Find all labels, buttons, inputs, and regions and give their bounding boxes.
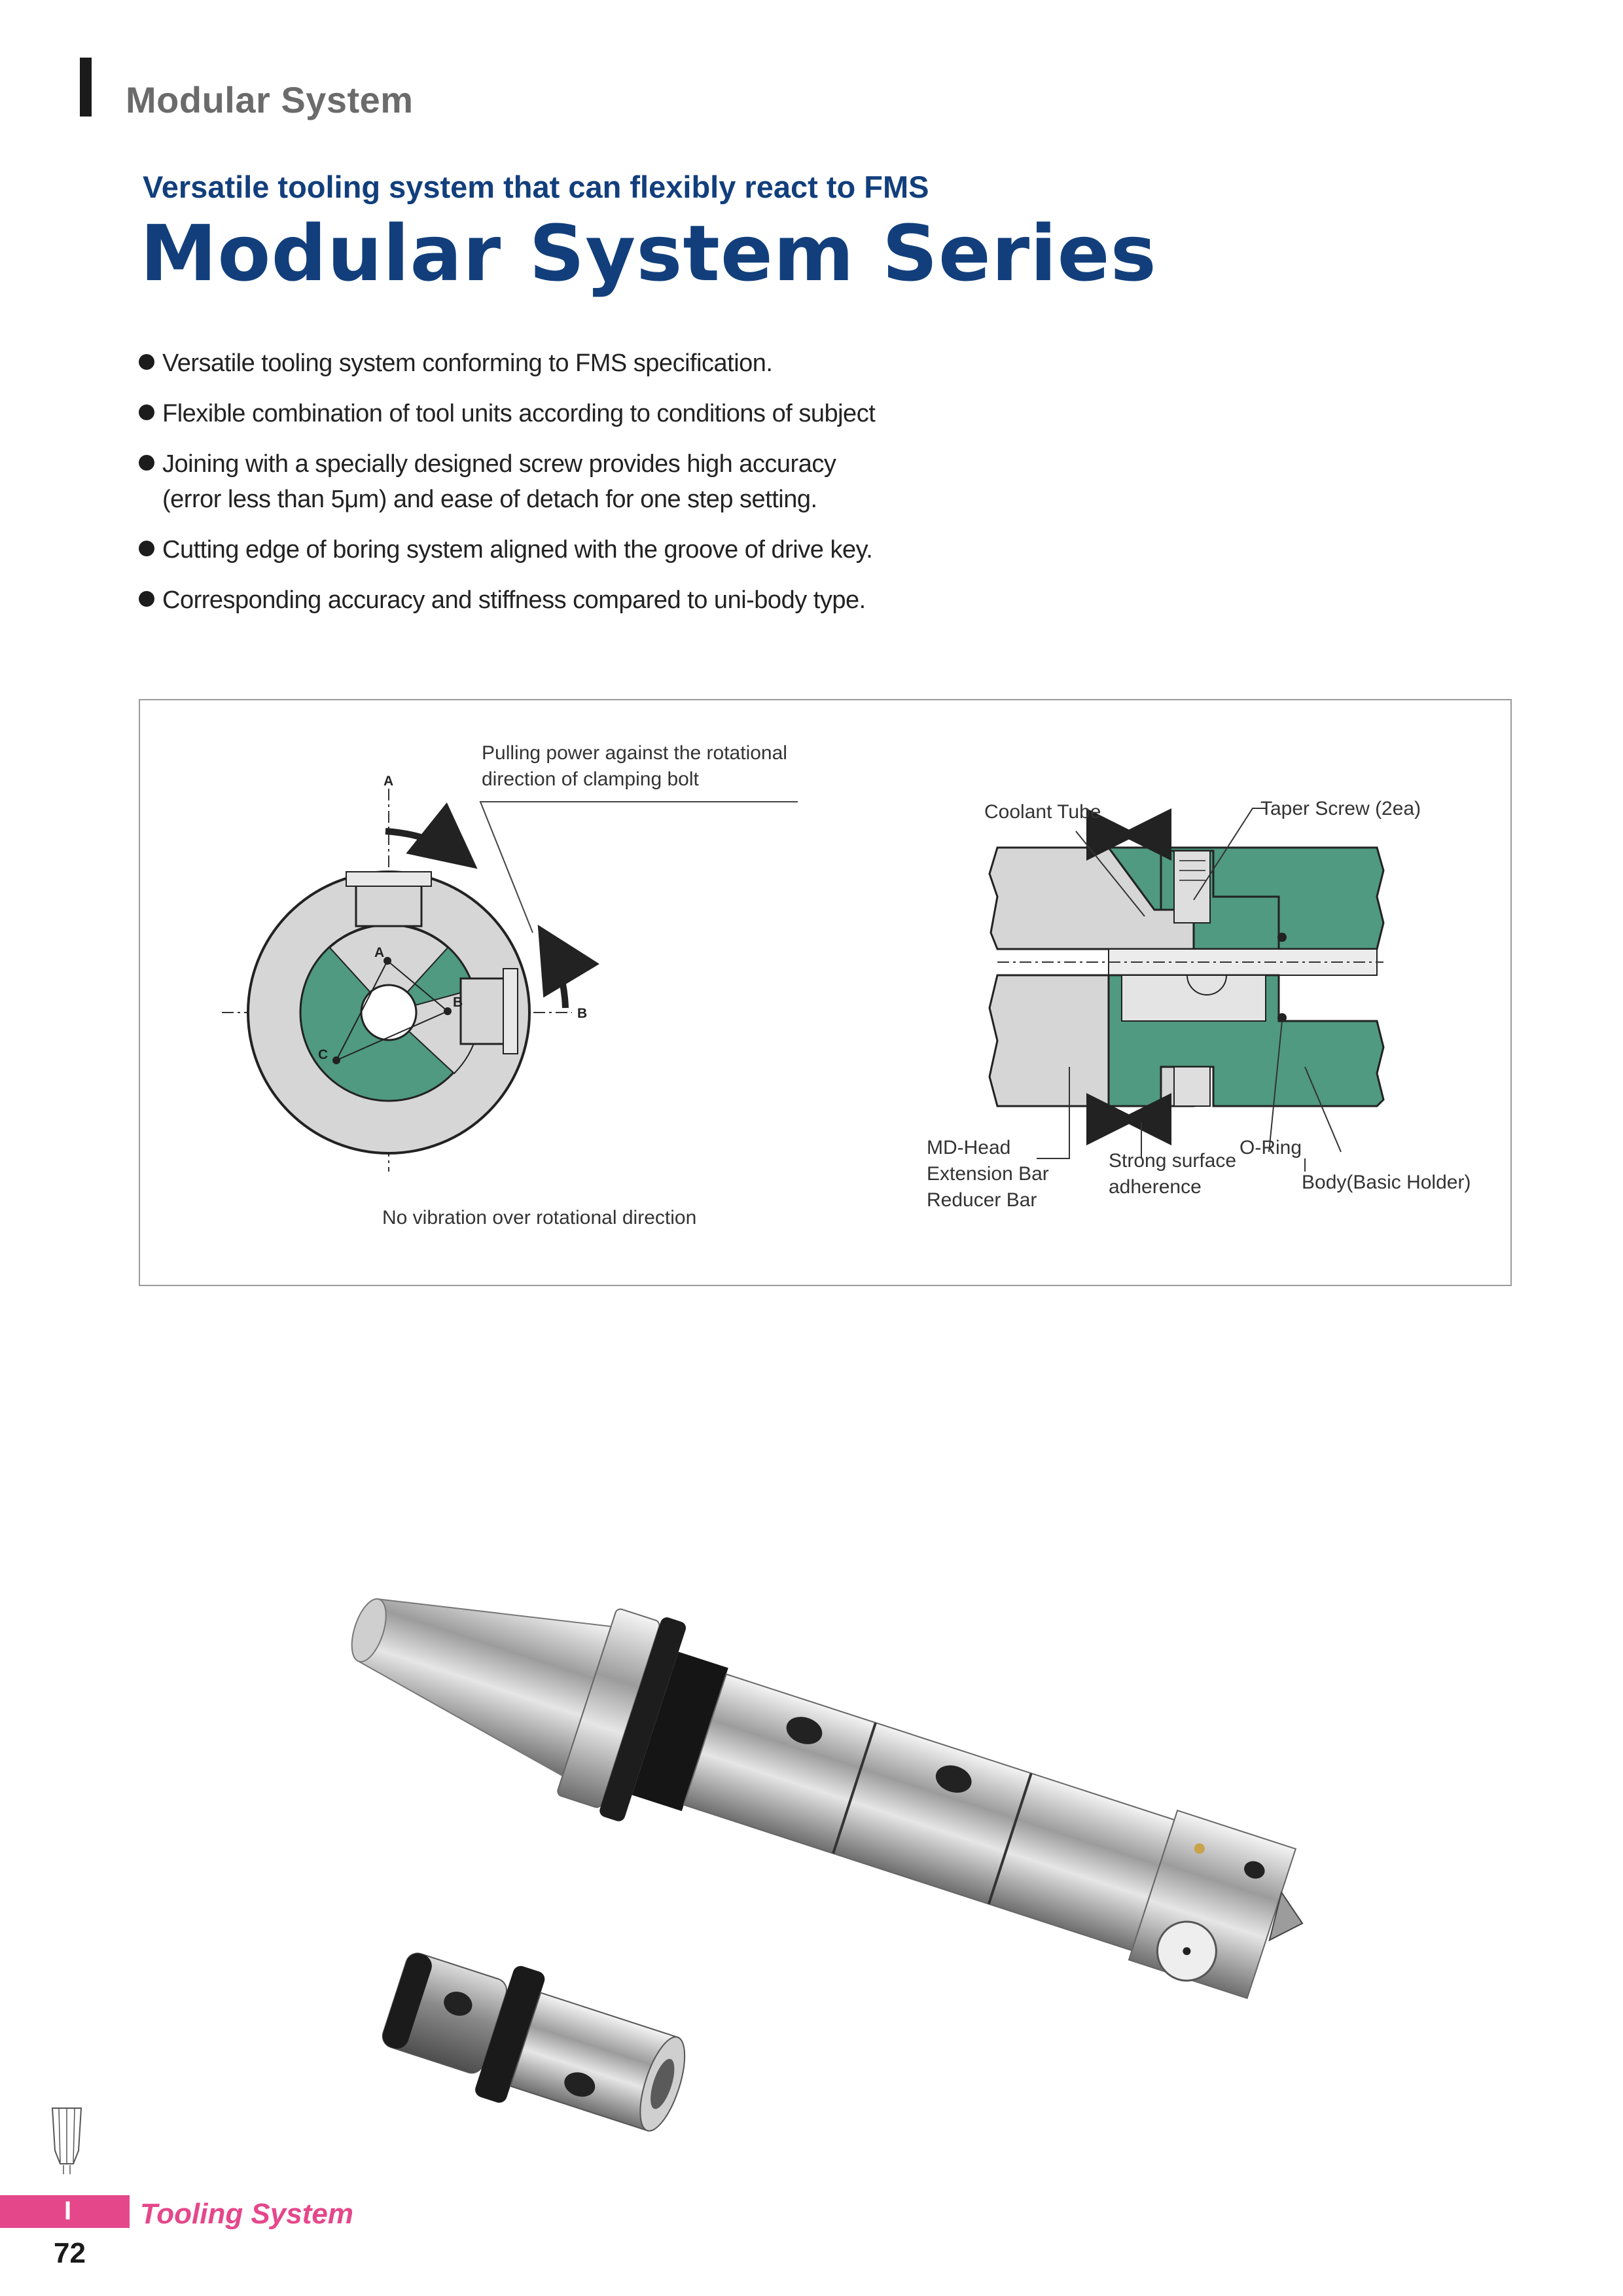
pulling-power-label-line1: Pulling power against the rotational [482,742,787,764]
o-ring-label: O-Ring [1240,1137,1302,1158]
feature-text: Joining with a specially designed screw provides high accuracy [162,450,836,478]
technical-diagram [140,700,1513,1287]
reducer-bar-label: Reducer Bar [927,1189,1037,1211]
feature-item [139,396,1120,431]
pulling-power-label-line2: direction of clamping bolt [482,768,699,790]
coupling-longitudinal-section [990,808,1383,1172]
diagram-panel [139,699,1512,1286]
chapter-numeral: I [64,2197,72,2225]
left-diagram-caption: No vibration over rotational direction [382,1207,697,1229]
point-b-label: B [453,995,463,1010]
feature-item [139,446,1120,517]
taper-screw-label: Taper Screw (2ea) [1260,798,1421,819]
bullet-icon [139,591,154,607]
product-photo [281,1440,1368,2193]
adherence-label: adherence [1109,1176,1202,1198]
bullet-icon [139,455,154,471]
strong-surface-label: Strong surface [1109,1150,1237,1172]
bullet-icon [139,541,154,556]
point-a-label: A [374,945,385,960]
collet-icon [47,2105,86,2177]
section-bar [80,58,92,117]
feature-item [139,346,1120,381]
point-c-label: C [318,1047,329,1062]
coupling-cross-section [222,789,798,1172]
feature-text: Versatile tooling system conforming to FMS specification. [162,350,773,377]
md-head-label: MD-Head [927,1137,1011,1158]
page-number: 72 [54,2237,86,2269]
feature-text-continued: (error less than 5μm) and ease of detach for one step setting. [162,486,817,513]
axis-b-label: B [577,1006,588,1021]
feature-item [139,532,1120,567]
bullet-icon [139,404,154,420]
extension-bar-label: Extension Bar [927,1163,1049,1185]
page-title: Modular System Series [140,208,1157,298]
coolant-tube-label: Coolant Tube [984,801,1101,823]
body-basic-holder-label: Body(Basic Holder) [1302,1172,1471,1193]
feature-text: Corresponding accuracy and stiffness compared to uni-body type. [162,586,866,614]
axis-a-label: A [383,774,394,789]
feature-item [139,583,1120,618]
section-title: Modular System [126,79,414,120]
bullet-icon [139,354,154,370]
feature-text: Cutting edge of boring system aligned with the groove of drive key. [162,536,873,564]
feature-list [139,346,1120,633]
page-subtitle: Versatile tooling system that can flexibly react to FMS [143,170,929,204]
feature-text: Flexible combination of tool units according to conditions of subject [162,400,876,427]
chapter-label: Tooling System [140,2198,353,2230]
